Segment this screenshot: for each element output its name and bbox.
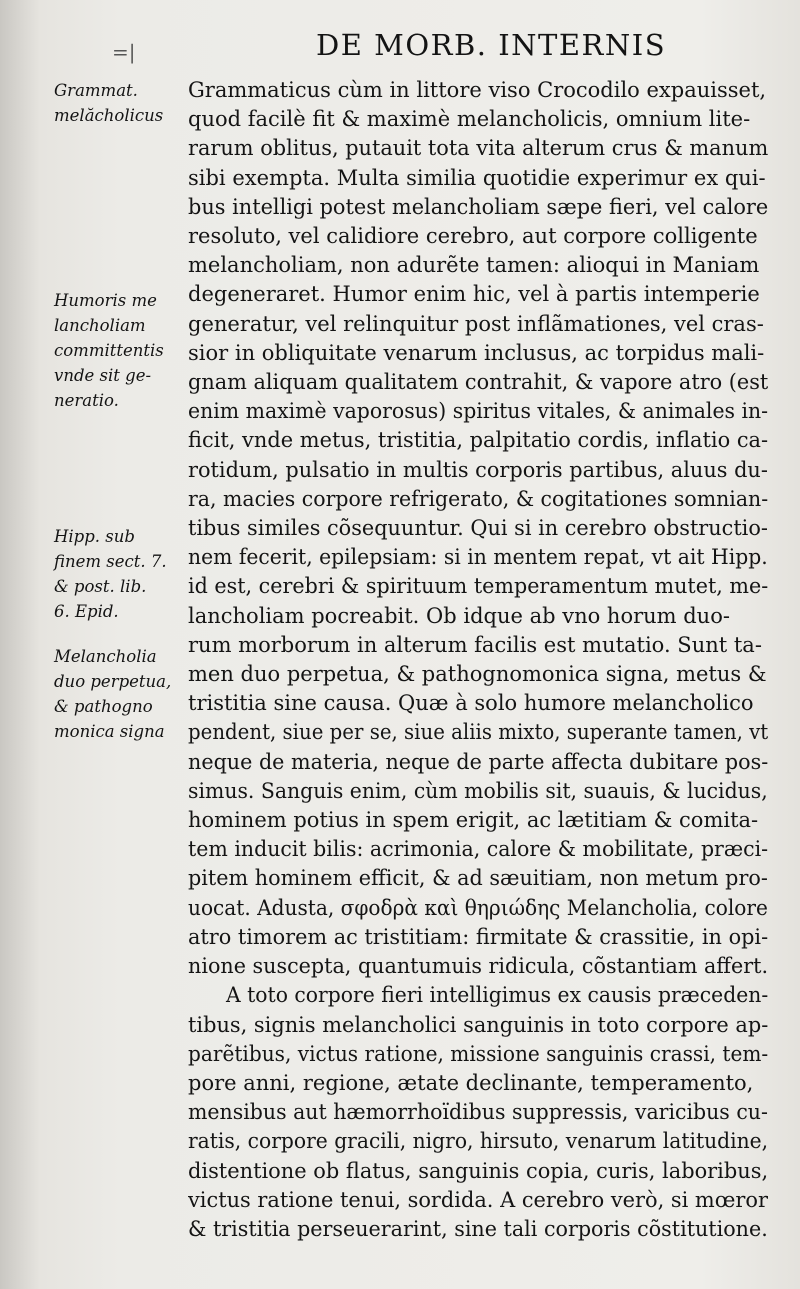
text-line: pore anni, regione, ætate declinante, temperamento, — [188, 1070, 754, 1095]
margin-note-line: neratio. — [54, 391, 119, 410]
text-line: hominem potius in spem erigit, ac lætitiam & comita- — [188, 808, 759, 833]
margin-note-line: lancholiam — [54, 316, 146, 335]
text-line: Grammaticus cùm in littore viso Crocodilo expauisset, — [188, 78, 767, 102]
text-line: sior in obliquitate venarum inclusus, ac torpidus mali- — [188, 340, 765, 365]
text-line: nem fecerit, epilepsiam: si in mentem repat, vt ait Hipp. — [188, 545, 768, 570]
text-line: melancholiam, non adurẽte tamen: alioqui in Maniam — [188, 253, 760, 278]
text-line: resoluto, vel calidiore cerebro, aut corpore colligente — [188, 224, 758, 249]
text-line: distentione ob flatus, sanguinis copia, curis, laboribus, — [188, 1158, 768, 1183]
text-line: nione suscepta, quantumuis ridicula, cõstantiam affert. — [188, 954, 768, 979]
text-line: rarum oblitus, putauit tota vita alterum crus & manum — [188, 136, 768, 161]
text-line: atro timorem ac tristitiam: firmitate & crassitie, in opi- — [188, 924, 768, 949]
text-line: A toto corpore fieri intelligimus ex causis præceden- — [226, 983, 768, 1008]
text-line: tem inducit bilis: acrimonia, calore & mobilitate, præci- — [188, 837, 768, 862]
text-line: degeneraret. Humor enim hic, vel à partis intemperie — [188, 282, 760, 307]
margin-note-line: & post. lib. — [54, 577, 147, 596]
text-line: rotidum, pulsatio in multis corporis partibus, aluus du- — [188, 457, 768, 482]
margin-note-line: Humoris me — [54, 291, 157, 310]
text-line: victus ratione tenui, sordida. A cerebro verò, si mœror — [188, 1187, 768, 1212]
margin-note-line: Melancholia — [54, 647, 157, 666]
text-line: pendent, siue per se, siue aliis mixto, superante tamen, vt — [188, 720, 768, 745]
text-line: generatur, vel relinquitur post inflãmationes, vel cras- — [188, 311, 764, 336]
text-line: neque de materia, neque de parte affecta dubitare pos- — [188, 749, 768, 774]
paragraph-1 — [188, 76, 768, 981]
margin-note-line: duo perpetua, — [54, 672, 172, 691]
margin-note-line: finem sect. 7. — [54, 552, 167, 571]
margin-note-line: melăcholicus — [54, 106, 164, 125]
text-line: lancholiam pocreabit. Ob idque ab vno horum duo- — [188, 603, 730, 628]
text-line: bus intelligi potest melancholiam sæpe fieri, vel calore — [188, 194, 768, 219]
text-line: men duo perpetua, & pathognomonica signa, metus & — [188, 662, 767, 687]
text-line: tibus, signis melancholici sanguinis in toto corpore ap- — [188, 1012, 768, 1037]
body-text — [188, 76, 768, 1244]
text-line: simus. Sanguis enim, cùm mobilis sit, suauis, & lucidus, — [188, 778, 768, 803]
margin-note-humoris — [54, 288, 189, 413]
margin-note-melancholia — [54, 644, 189, 744]
paragraph-2 — [188, 981, 768, 1244]
running-header: DE MORB. INTERNIS — [316, 28, 667, 62]
text-line: sibi exempta. Multa similia quotidie experimur ex qui- — [188, 165, 766, 190]
text-line: ratis, corpore gracili, nigro, hirsuto, venarum latitudine, — [188, 1129, 768, 1154]
text-line: ficit, vnde metus, tristitia, palpitatio cordis, inflatio ca- — [188, 428, 768, 453]
text-line: parẽtibus, victus ratione, missione sanguinis crassi, tem- — [188, 1041, 768, 1066]
text-line: tristitia sine causa. Quæ à solo humore melancholico — [188, 691, 754, 716]
text-line: & tristitia perseuerarint, sine tali corporis cõstitutione. — [188, 1216, 768, 1241]
text-line: enim maximè vaporosus) spiritus vitales, & animales in- — [188, 399, 768, 424]
text-line: quod facilè fit & maximè melancholicis, omnium lite- — [188, 107, 751, 132]
gutter-mark: =| — [112, 40, 136, 64]
text-line: id est, cerebri & spirituum temperamentum mutet, me- — [188, 574, 768, 599]
margin-note-line: monica signa — [54, 722, 165, 741]
margin-note-line: Hipp. sub — [54, 527, 135, 546]
margin-note-line: 6. Epid. — [54, 602, 119, 621]
text-line: rum morborum in alterum facilis est mutatio. Sunt ta- — [188, 632, 762, 657]
margin-note-grammaticus — [54, 78, 189, 128]
text-line: gnam aliquam qualitatem contrahit, & vapore atro (est — [188, 370, 768, 395]
text-line: uocat. Adusta, σφοδρὰ καὶ θηριώδης Melancholia, colore — [188, 895, 768, 920]
text-line: ra, macies corpore refrigerato, & cogitationes somnian- — [188, 486, 768, 511]
margin-note-line: & pathogno — [54, 697, 153, 716]
margin-note-hippocrates — [54, 524, 189, 624]
text-line: tibus similes cõsequuntur. Qui si in cerebro obstructio- — [188, 516, 768, 541]
margin-note-line: Grammat. — [54, 81, 138, 100]
margin-note-line: committentis — [54, 341, 164, 360]
margin-note-line: vnde sit ge- — [54, 366, 152, 385]
text-line: pitem hominem efficit, & ad sæuitiam, non metum pro- — [188, 866, 768, 891]
text-line: mensibus aut hæmorrhoïdibus suppressis, varicibus cu- — [188, 1100, 768, 1125]
